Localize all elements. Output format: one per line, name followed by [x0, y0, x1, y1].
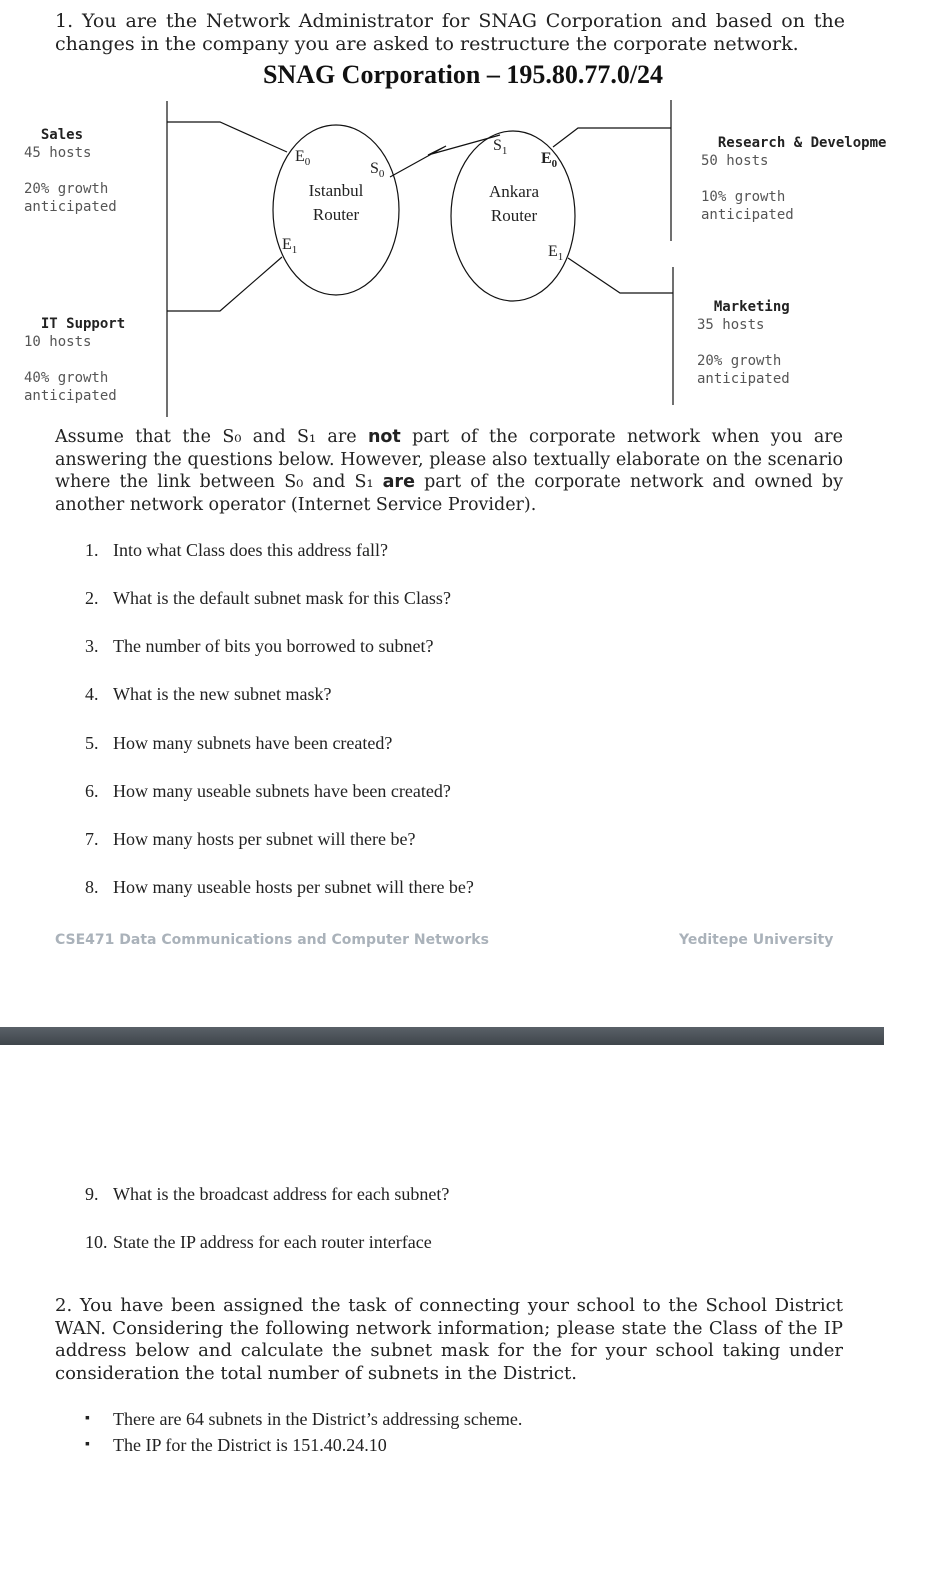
sales-hosts: 45 hosts [24, 145, 92, 161]
istanbul-e0-port: $E_0$ [295, 148, 311, 169]
it-support-link [167, 257, 282, 311]
rnd-growth-line1: 10% growth [701, 189, 786, 205]
question-2-text: 2. You have been assigned the task of connecting your school to the School District WAN. Considering the following network information; please state the Class of the IP address below and calculate the subnet mask for the for your school taking under consideration the total number of subnets in the District. [55, 1295, 843, 1384]
marketing-name: Marketing [713, 299, 790, 315]
emphasis-are: are [382, 472, 415, 492]
rnd-hosts: 50 hosts [701, 153, 769, 169]
rnd-block [701, 116, 886, 224]
marketing-block [697, 280, 790, 388]
sales-growth-line1: 20% growth [24, 181, 109, 197]
sales-link [167, 122, 287, 152]
it-support-block [24, 297, 125, 405]
istanbul-s0-port: $S_0$ [370, 160, 385, 181]
list-item: ▪ The IP for the District is 151.40.24.10 [85, 1435, 387, 1455]
list-item: 7. How many hosts per subnet will there be? [85, 829, 416, 849]
list-item: 9. What is the broadcast address for each subnet? [85, 1184, 450, 1204]
footer-course: CSE471 Data Communications and Computer Networks [55, 932, 489, 948]
list-item: 6. How many useable subnets have been created? [85, 781, 451, 801]
list-item: 5. How many subnets have been created? [85, 733, 393, 753]
istanbul-router-line1: Istanbul [308, 181, 364, 200]
rnd-name: Research & Developme [717, 135, 887, 151]
sales-name: Sales [40, 127, 84, 143]
istanbul-router-line2: Router [312, 205, 360, 224]
question-1-intro: 1. You are the Network Administrator for SNAG Corporation and based on the changes in the company you are asked to restructure the corporate network. [55, 10, 845, 55]
list-item: 2. What is the default subnet mask for this Class? [85, 588, 451, 608]
assumption-paragraph: Assume that the S₀ and S₁ are not part of the corporate network when you are answering the questions below. However, please also textually elaborate on the scenario where the link between S₀ and S₁ are part of the corporate network and owned by another network operator (Internet Service Provider). [55, 427, 844, 515]
bullet-icon: ▪ [85, 1411, 90, 1426]
list-item: 10. State the IP address for each router interface [85, 1232, 432, 1252]
ankara-e1-port: $E_1$ [548, 243, 564, 264]
sales-block [24, 108, 117, 216]
list-item: 4. What is the new subnet mask? [85, 684, 332, 704]
marketing-growth-line1: 20% growth [697, 353, 782, 369]
rnd-link [553, 128, 671, 147]
it-support-name: IT Support [40, 316, 126, 332]
marketing-hosts: 35 hosts [697, 317, 765, 333]
list-item: 1. Into what Class does this address fall? [85, 540, 388, 560]
footer-university: Yeditepe University [679, 932, 834, 948]
list-item: ▪ There are 64 subnets in the District’s addressing scheme. [85, 1409, 523, 1429]
bullet-icon: ▪ [85, 1437, 90, 1452]
ankara-s1-port: $S_1$ [493, 137, 508, 158]
ankara-router-label [474, 180, 554, 228]
it-support-growth-line1: 40% growth [24, 370, 109, 386]
ankara-router-line2: Router [490, 206, 538, 225]
sales-growth-line2: anticipated [24, 199, 117, 215]
ankara-router-line1: Ankara [488, 182, 540, 201]
istanbul-e1-port: $E_1$ [282, 236, 298, 257]
diagram-title: SNAG Corporation – 195.80.77.0/24 [262, 60, 664, 89]
list-item: 3. The number of bits you borrowed to subnet? [85, 636, 434, 656]
it-support-hosts: 10 hosts [24, 334, 92, 350]
istanbul-router-label [296, 179, 376, 227]
emphasis-not: not [367, 427, 401, 447]
page-separator [0, 1027, 884, 1045]
marketing-growth-line2: anticipated [697, 371, 790, 387]
it-support-growth-line2: anticipated [24, 388, 117, 404]
list-item: 8. How many useable hosts per subnet will there be? [85, 877, 474, 897]
rnd-growth-line2: anticipated [701, 207, 794, 223]
ankara-e0-port: $E_0$ [541, 150, 558, 171]
marketing-link [568, 258, 673, 293]
